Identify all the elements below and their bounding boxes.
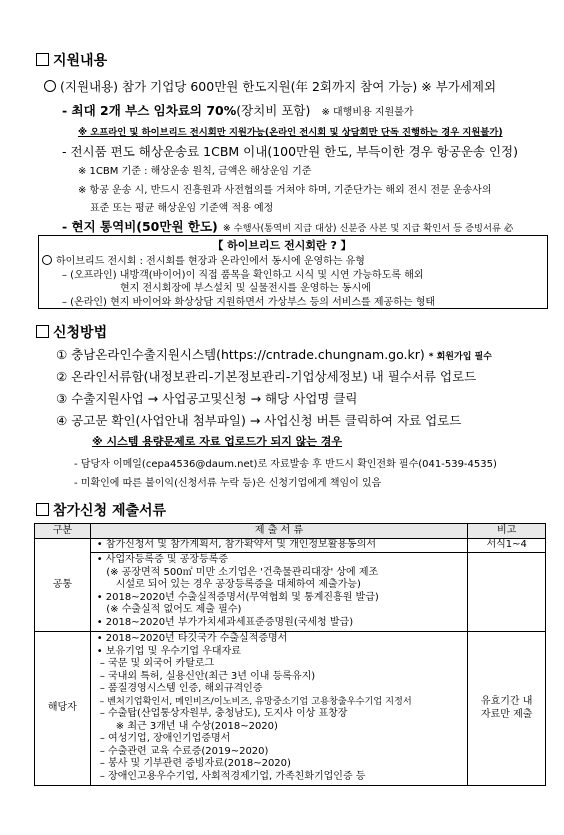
step-text: 충남온라인수출지원시스템(https://cntrade.chungnam.go.kr) (71, 347, 425, 362)
note-cell (468, 553, 546, 632)
booth-rent-note: ※ 대행비용 지원불가 (321, 107, 414, 118)
square-bullet-icon (36, 53, 49, 66)
section-apply-heading (36, 322, 107, 342)
table-row (35, 539, 546, 553)
email-instruction: - 담당자 이메일(cepa4536@daum.net)로 자료발송 후 반드시 확인전화 필수(041-539-4535) (74, 459, 497, 470)
doc-line: – 품질경영시스템 인증, 해외규격인증 (96, 683, 263, 694)
hybrid-def-line (42, 252, 365, 267)
doc-line: • 2018~2020년 타깃국가 수출실적증명서 (96, 633, 288, 644)
category-cell: 공통 (35, 539, 91, 632)
hybrid-online-text: – (온라인) 현지 바이어와 화상상담 지원하면서 가상부스 등의 서비스를 제공하는 형태 (62, 297, 436, 308)
doc-cell (90, 632, 468, 786)
cbm-note: ※ 1CBM 기준 : 해상운송 원칙, 금액은 해상운임 기준 (78, 166, 312, 177)
hybrid-box-title: 【 하이브리드 전시회란 ? 】 (212, 239, 352, 252)
table-row (35, 553, 546, 632)
step-2 (56, 367, 476, 385)
circle-bullet-icon (44, 80, 56, 92)
step-number: ④ (56, 413, 68, 428)
booth-rent-text: - 최대 2개 부스 임차료의 70% (62, 103, 237, 118)
doc-line: – 수출탑(산업통상자원부, 충청남도), 도지사 이상 표창장 (96, 708, 348, 719)
doc-line: • 2018~2020년 수출실적증명서(무역협회 및 통계진흥원 발급) (96, 591, 379, 603)
booth-rent-sub: (장치비 포함) (236, 103, 311, 118)
support-line (44, 77, 496, 95)
step-text: 온라인서류함(내정보관리-기본정보관리-기업상세정보) 내 필수서류 업로드 (71, 369, 477, 384)
circle-bullet-icon (42, 255, 52, 265)
doc-line: – 장애인고용우수기업, 사회적경제기업, 가족친화기업인증 등 (96, 770, 366, 782)
doc-line: 시설로 되어 있는 경우 공장등록증을 대체하여 제출가능) (96, 579, 361, 590)
step-number: ② (56, 369, 68, 384)
doc-line: • 사업자등록증 및 공장등록증 (96, 554, 229, 565)
doc-line: • 보유기업 및 우수기업 우대자료 (96, 645, 241, 657)
doc-line: – 봉사 및 기부관련 증빙자료(2018~2020) (96, 758, 291, 769)
upload-issue-note: ※ 시스템 용량문제로 자료 업로드가 되지 않는 경우 (92, 435, 343, 448)
doc-line: (※ 공장면적 500㎡ 미만 소기업은 '건축물관리대장' 상에 제조 (96, 566, 379, 578)
section-title: 신청방법 (53, 325, 108, 341)
square-bullet-icon (36, 503, 49, 516)
hybrid-offline-cont: 현지 전시회장에 부스설치 및 실물전시를 운영하는 동시에 (120, 283, 371, 294)
section-support-heading (36, 50, 107, 70)
interpreter-text: - 현지 통역비(50만원 한도) (62, 219, 218, 234)
header-note: 비고 (468, 524, 546, 539)
note-cell: 유효기간 내 자료만 제출 (468, 632, 546, 786)
doc-cell: • 참가신청서 및 참가계획서, 참가확약서 및 개인정보활용동의서 (90, 539, 468, 553)
hybrid-offline-text: – (오프라인) 내방객(바이어)이 직접 품목을 확인하고 시식 및 시연 가능하도록 해외 (62, 270, 424, 281)
category-cell: 해당자 (35, 632, 91, 786)
doc-line: – 여성기업, 장애인기업증명서 (96, 733, 231, 744)
doc-line: – 수출관련 교육 수료증(2019~2020) (96, 745, 269, 757)
air-note-cont: 표준 또는 평균 해상운임 기준액 적용 예정 (90, 203, 274, 214)
step-text: 수출지원사업 → 사업공고및신청 → 해당 사업명 클릭 (71, 391, 358, 406)
signup-required-note: * 회원가입 필수 (428, 352, 492, 362)
doc-cell (90, 553, 468, 632)
interpreter-note: ※ 수행사(통역비 지급 대상) 신분증 사본 및 지급 확인서 등 증빙서류 必 (222, 223, 514, 234)
step-3 (56, 389, 358, 407)
air-note: ※ 항공 운송 시, 반드시 진흥원과 사전협의를 거쳐야 하며, 기준단가는 해외 전시 전문 운송사의 (78, 185, 492, 196)
header-documents: 제 출 서 류 (90, 524, 468, 539)
step-number: ① (56, 347, 68, 362)
doc-line: – 국문 및 외국어 카탈로그 (96, 658, 215, 669)
doc-line: – 국내외 특허, 실용신안(최근 3년 이내 등록유지) (96, 670, 316, 682)
section-title: 지원내용 (53, 53, 108, 69)
booth-rent-line (62, 100, 413, 119)
section-title: 참가신청 제출서류 (53, 503, 167, 519)
interpreter-line (62, 216, 513, 235)
note-cell: 서식1~4 (468, 539, 546, 553)
step-text: 공고문 확인(사업안내 첨부파일) → 사업신청 버튼 클릭하여 자료 업로드 (71, 413, 462, 428)
table-header-row (35, 524, 546, 539)
doc-line: • 2018~2020년 부가가치세과세표준증명원(국세청 발급) (96, 616, 354, 628)
table-row (35, 632, 546, 786)
step-1 (56, 345, 492, 363)
documents-table (34, 523, 546, 786)
section-docs-heading (36, 500, 166, 520)
support-content-text: (지원내용) 참가 기업당 600만원 한도지원(年 2회까지 참여 가능) ※ 부가세제외 (60, 79, 497, 94)
header-category: 구분 (35, 524, 91, 539)
hybrid-def-text: 하이브리드 전시회 : 전시회를 현장과 온라인에서 동시에 운영하는 유형 (56, 256, 365, 267)
shipping-line: - 전시품 편도 해상운송료 1CBM 이내(100만원 한도, 부득이한 경우 항공운송 인정) (62, 144, 518, 159)
step-number: ③ (56, 391, 68, 406)
square-bullet-icon (36, 325, 49, 338)
responsibility-note: - 미확인에 따른 불이익(신청서류 누락 등)은 신청기업에게 책임이 있음 (74, 478, 382, 489)
doc-line: – 벤처기업확인서, 메인비즈/이노비즈, 유망중소기업 고용창출우수기업 지정서 (96, 695, 412, 707)
doc-line: ※ 최근 3개년 내 수상(2018~2020) (96, 720, 278, 732)
doc-line: (※ 수출실적 없어도 제출 필수) (96, 604, 242, 615)
step-4 (56, 411, 461, 429)
hybrid-only-note: ※ 오프라인 및 하이브리드 전시회만 지원가능(온라인 전시회 및 상담회만 단독 진행하는 경우 지원불가) (78, 127, 503, 138)
